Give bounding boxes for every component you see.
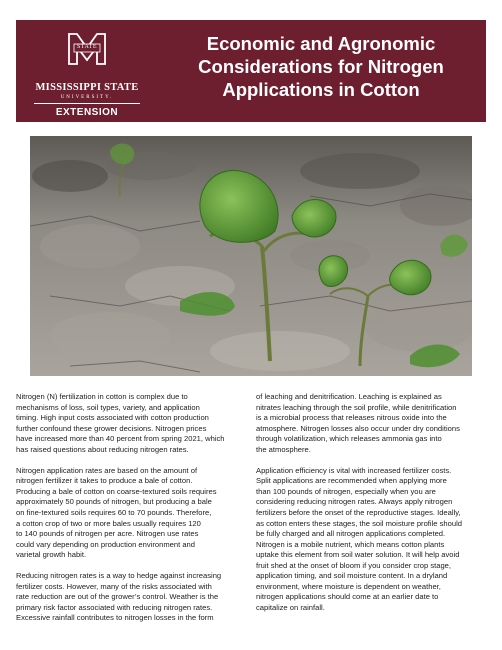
text-line: has raised questions about reducing nitrogen rates. bbox=[16, 444, 189, 454]
text-line: nitrogen applications should come at an earlier date to bbox=[256, 592, 439, 602]
logo-university-name: MISSISSIPPI STATE bbox=[35, 82, 139, 93]
text-line: the atmosphere. bbox=[256, 444, 311, 454]
text-line: Excessive rainfall contributes to nitrogen losses in the form bbox=[16, 613, 214, 623]
text-line: mechanisms of loss, soil types, variety, and application bbox=[16, 402, 200, 412]
text-line: timing. High input costs associated with cotton production bbox=[16, 413, 209, 423]
text-line: varietal growth habit. bbox=[16, 550, 87, 560]
text-line: to 140 pounds of nitrogen per acre. Nitrogen use rates bbox=[16, 529, 199, 539]
title-line: Economic and Agronomic bbox=[206, 33, 436, 54]
text-line: Reducing nitrogen rates is a way to hedge against increasing bbox=[16, 571, 222, 581]
text-line: Nitrogen (N) fertilization in cotton is complex due to bbox=[16, 392, 188, 401]
body-paragraph bbox=[16, 466, 248, 561]
text-line: on fine-textured soils requires 60 to 70 pounds. Therefore, bbox=[16, 507, 212, 517]
text-line: capitalize on rainfall. bbox=[256, 602, 325, 612]
text-line: fertilizers before the onset of the reproductive stages. Ideally, bbox=[256, 507, 461, 517]
body-column-left bbox=[16, 392, 248, 634]
text-line: nitrates leaching through the soil profile, while denitrification bbox=[256, 402, 457, 412]
text-line: primary risk factor associated with reducing nitrogen rates. bbox=[16, 602, 213, 612]
text-line: a cotton crop of two or more bales usually requires 120 bbox=[16, 518, 201, 528]
text-line: as cotton enters these stages, the soil moisture profile should bbox=[256, 518, 462, 528]
text-line: Producing a bale of cotton on coarse-textured soils requires bbox=[16, 486, 217, 496]
text-line: application timing, and soil moisture content. In a dryland bbox=[256, 571, 448, 581]
logo-extension-label: EXTENSION bbox=[55, 107, 119, 118]
text-line: Split applications are recommended when applying more bbox=[256, 476, 447, 486]
page-title bbox=[160, 32, 482, 101]
text-line: nitrogen fertilizer it takes to produce a bale of cotton. bbox=[16, 476, 193, 486]
text-line: further confound these grower decisions. Nitrogen prices bbox=[16, 423, 207, 433]
logo-divider bbox=[34, 103, 140, 104]
cotton-seedling-photo bbox=[30, 136, 472, 376]
body-paragraph bbox=[256, 392, 488, 455]
text-line: through volatilization, which releases ammonia gas into bbox=[256, 434, 442, 444]
text-line: fertilizer costs. However, many of the risks associated with bbox=[16, 581, 212, 591]
text-line: Application efficiency is vital with increased fertilizer costs. bbox=[256, 465, 452, 475]
body-column-right bbox=[256, 392, 488, 624]
text-line: be fully charged and all nitrogen applications completed. bbox=[256, 529, 446, 539]
text-line: Nitrogen is a mobile nutrient, which means cotton plants bbox=[256, 539, 445, 549]
cotton-seedling-image bbox=[30, 136, 472, 376]
text-line: fruit shed at the onset of bloom if you consider crop stage, bbox=[256, 560, 452, 570]
text-line: of leaching and denitrification. Leaching is explained as bbox=[256, 392, 442, 401]
text-line: approximately 50 pounds of nitrogen, but producing a bale bbox=[16, 497, 212, 507]
text-line: rate reduction are out of the grower’s control. Weather is the bbox=[16, 592, 219, 602]
title-line: Considerations for Nitrogen bbox=[198, 56, 444, 77]
body-paragraph bbox=[16, 571, 248, 624]
text-line: uptake this element from soil water solution. It will help avoid bbox=[256, 550, 460, 560]
logo-state-text: STATE bbox=[76, 44, 98, 50]
text-line: Nitrogen application rates are based on the amount of bbox=[16, 465, 198, 475]
text-line: have increased more than 40 percent from spring 2021, which bbox=[16, 434, 225, 444]
text-line: than 100 pounds of nitrogen, especially when you are bbox=[256, 486, 436, 496]
text-line: could vary depending on production environment and bbox=[16, 539, 195, 549]
logo-university-label: UNIVERSITY. bbox=[60, 95, 114, 100]
text-line: is a microbial process that releases nitrous oxide into the bbox=[256, 413, 447, 423]
body-paragraph bbox=[256, 466, 488, 614]
text-line: atmosphere. Nitrogen losses also occur under dry conditions bbox=[256, 423, 460, 433]
msu-extension-logo bbox=[16, 20, 158, 122]
body-paragraph bbox=[16, 392, 248, 455]
text-line: considering reducing nitrogen rates. Always apply nitrogen bbox=[256, 497, 453, 507]
text-line: environment, where moisture is dependent on weather, bbox=[256, 581, 441, 591]
title-line: Applications in Cotton bbox=[222, 79, 420, 100]
